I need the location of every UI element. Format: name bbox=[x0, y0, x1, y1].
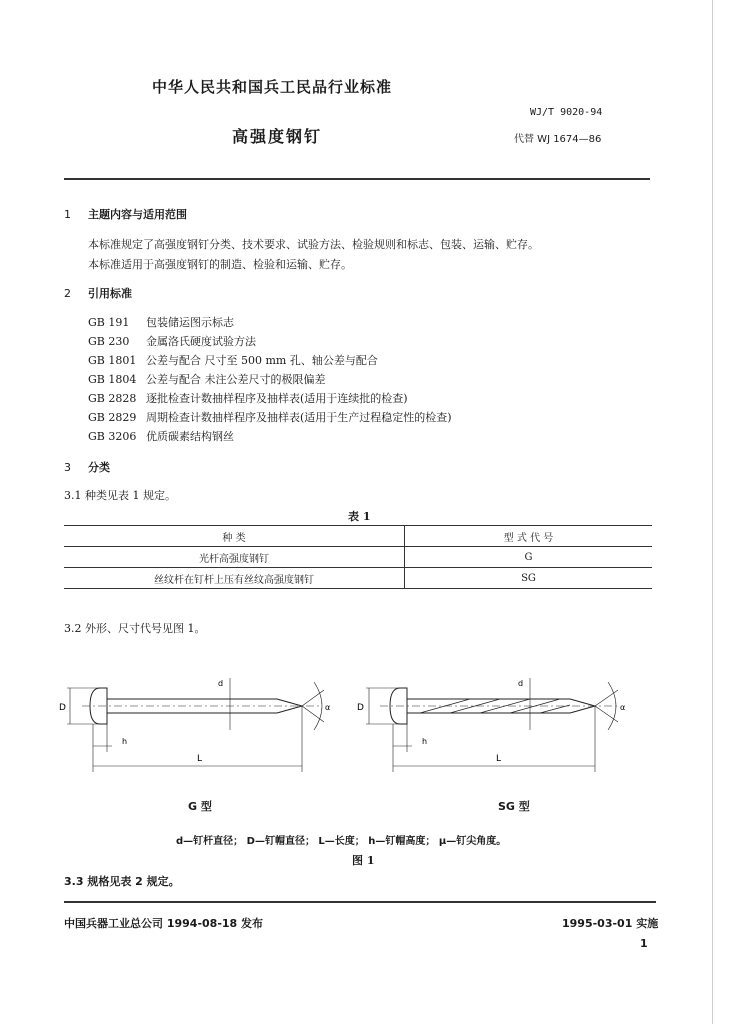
figure-1-caption: 图 1 bbox=[352, 854, 375, 867]
dim-d-label: d bbox=[518, 679, 524, 688]
dim-L-label: L bbox=[496, 754, 502, 764]
clause-3-2: 3.2 外形、尺寸代号见图 1。 bbox=[64, 622, 206, 635]
table-row bbox=[64, 568, 652, 589]
angle-leg bbox=[595, 690, 618, 706]
table-header-cell: 种 类 bbox=[64, 526, 405, 547]
reference-code: GB 2829 bbox=[88, 411, 137, 424]
dim-L-label: L bbox=[197, 754, 203, 764]
angle-leg bbox=[595, 706, 618, 722]
reference-item bbox=[88, 390, 408, 406]
reference-item bbox=[88, 352, 378, 368]
table-cell: G bbox=[405, 547, 653, 568]
figure-g-label: G 型 bbox=[188, 800, 212, 813]
section-2-heading bbox=[64, 285, 132, 301]
section-1-heading bbox=[64, 206, 187, 222]
section-1-para-2: 本标准适用于高强度钢钉的制造、检验和运输、贮存。 bbox=[88, 258, 352, 271]
reference-code: GB 2828 bbox=[88, 392, 137, 405]
reference-title: 逐批检查计数抽样程序及抽样表(适用于连续批的检查) bbox=[146, 392, 408, 405]
dim-d-label: d bbox=[218, 679, 224, 688]
reference-title: 包装储运图示标志 bbox=[146, 316, 234, 329]
table-header-cell: 型 式 代 号 bbox=[405, 526, 653, 547]
section-3-heading bbox=[64, 459, 110, 475]
angle-label: α bbox=[325, 703, 331, 712]
dim-h-label: h bbox=[122, 737, 128, 746]
dim-D-label: D bbox=[357, 703, 364, 713]
figure-sg-label: SG 型 bbox=[498, 800, 530, 813]
nail-sg-drawing bbox=[350, 660, 640, 780]
angle-leg bbox=[302, 690, 324, 706]
section-number: 2 bbox=[64, 287, 71, 300]
reference-code: GB 230 bbox=[88, 335, 130, 348]
section-title: 引用标准 bbox=[88, 287, 132, 300]
table-cell: SG bbox=[405, 568, 653, 589]
page-edge bbox=[712, 0, 713, 1024]
table-header-row bbox=[64, 526, 652, 547]
dim-D-label: D bbox=[59, 703, 66, 713]
clause-3-1: 3.1 种类见表 1 规定。 bbox=[64, 489, 176, 502]
reference-code: GB 191 bbox=[88, 316, 130, 329]
section-title: 主题内容与适用范围 bbox=[88, 208, 187, 221]
nail-g-drawing bbox=[52, 660, 342, 780]
figure-legend: d—钉杆直径； D—钉帽直径； L—长度； h—钉帽高度； μ—钉尖角度。 bbox=[176, 836, 507, 847]
reference-code: GB 1801 bbox=[88, 354, 137, 367]
reference-code: GB 1804 bbox=[88, 373, 137, 386]
section-1-para-1: 本标准规定了高强度钢钉分类、技术要求、试验方法、检验规则和标志、包装、运输、贮存。 bbox=[88, 238, 539, 251]
reference-title: 金属洛氏硬度试验方法 bbox=[146, 335, 256, 348]
reference-item bbox=[88, 409, 452, 425]
reference-title: 公差与配合 尺寸至 500 mm 孔、轴公差与配合 bbox=[146, 354, 378, 367]
table-1 bbox=[64, 525, 652, 589]
reference-title: 周期检查计数抽样程序及抽样表(适用于生产过程稳定性的检查) bbox=[146, 411, 452, 424]
header-divider bbox=[64, 178, 650, 180]
reference-title: 公差与配合 未注公差尺寸的极限偏差 bbox=[146, 373, 326, 386]
standard-number: WJ/T 9020-94 bbox=[530, 107, 603, 118]
reference-title: 优质碳素结构钢丝 bbox=[146, 430, 234, 443]
angle-leg bbox=[302, 706, 324, 722]
section-title: 分类 bbox=[88, 461, 110, 474]
section-number: 1 bbox=[64, 208, 71, 221]
publisher-line: 中国兵器工业总公司 1994-08-18 发布 bbox=[64, 917, 264, 930]
table-1-caption: 表 1 bbox=[348, 510, 371, 523]
footer-divider bbox=[64, 901, 656, 903]
effective-date: 1995-03-01 实施 bbox=[562, 917, 659, 930]
clause-3-3: 3.3 规格见表 2 规定。 bbox=[64, 875, 180, 888]
document-title: 高强度钢钉 bbox=[232, 127, 323, 146]
table-row bbox=[64, 547, 652, 568]
reference-item bbox=[88, 371, 326, 387]
dim-h-label: h bbox=[422, 737, 428, 746]
replaces-standard: 代替 WJ 1674—86 bbox=[514, 134, 602, 145]
reference-code: GB 3206 bbox=[88, 430, 137, 443]
section-number: 3 bbox=[64, 461, 71, 474]
reference-item bbox=[88, 428, 234, 444]
reference-item bbox=[88, 333, 256, 349]
table-cell: 丝纹杆在钉杆上压有丝纹高强度钢钉 bbox=[64, 568, 405, 589]
angle-label: α bbox=[620, 703, 626, 712]
page-number: 1 bbox=[640, 937, 648, 950]
table-cell: 光杆高强度钢钉 bbox=[64, 547, 405, 568]
reference-item bbox=[88, 314, 234, 330]
org-title: 中华人民共和国兵工民品行业标准 bbox=[152, 78, 393, 96]
